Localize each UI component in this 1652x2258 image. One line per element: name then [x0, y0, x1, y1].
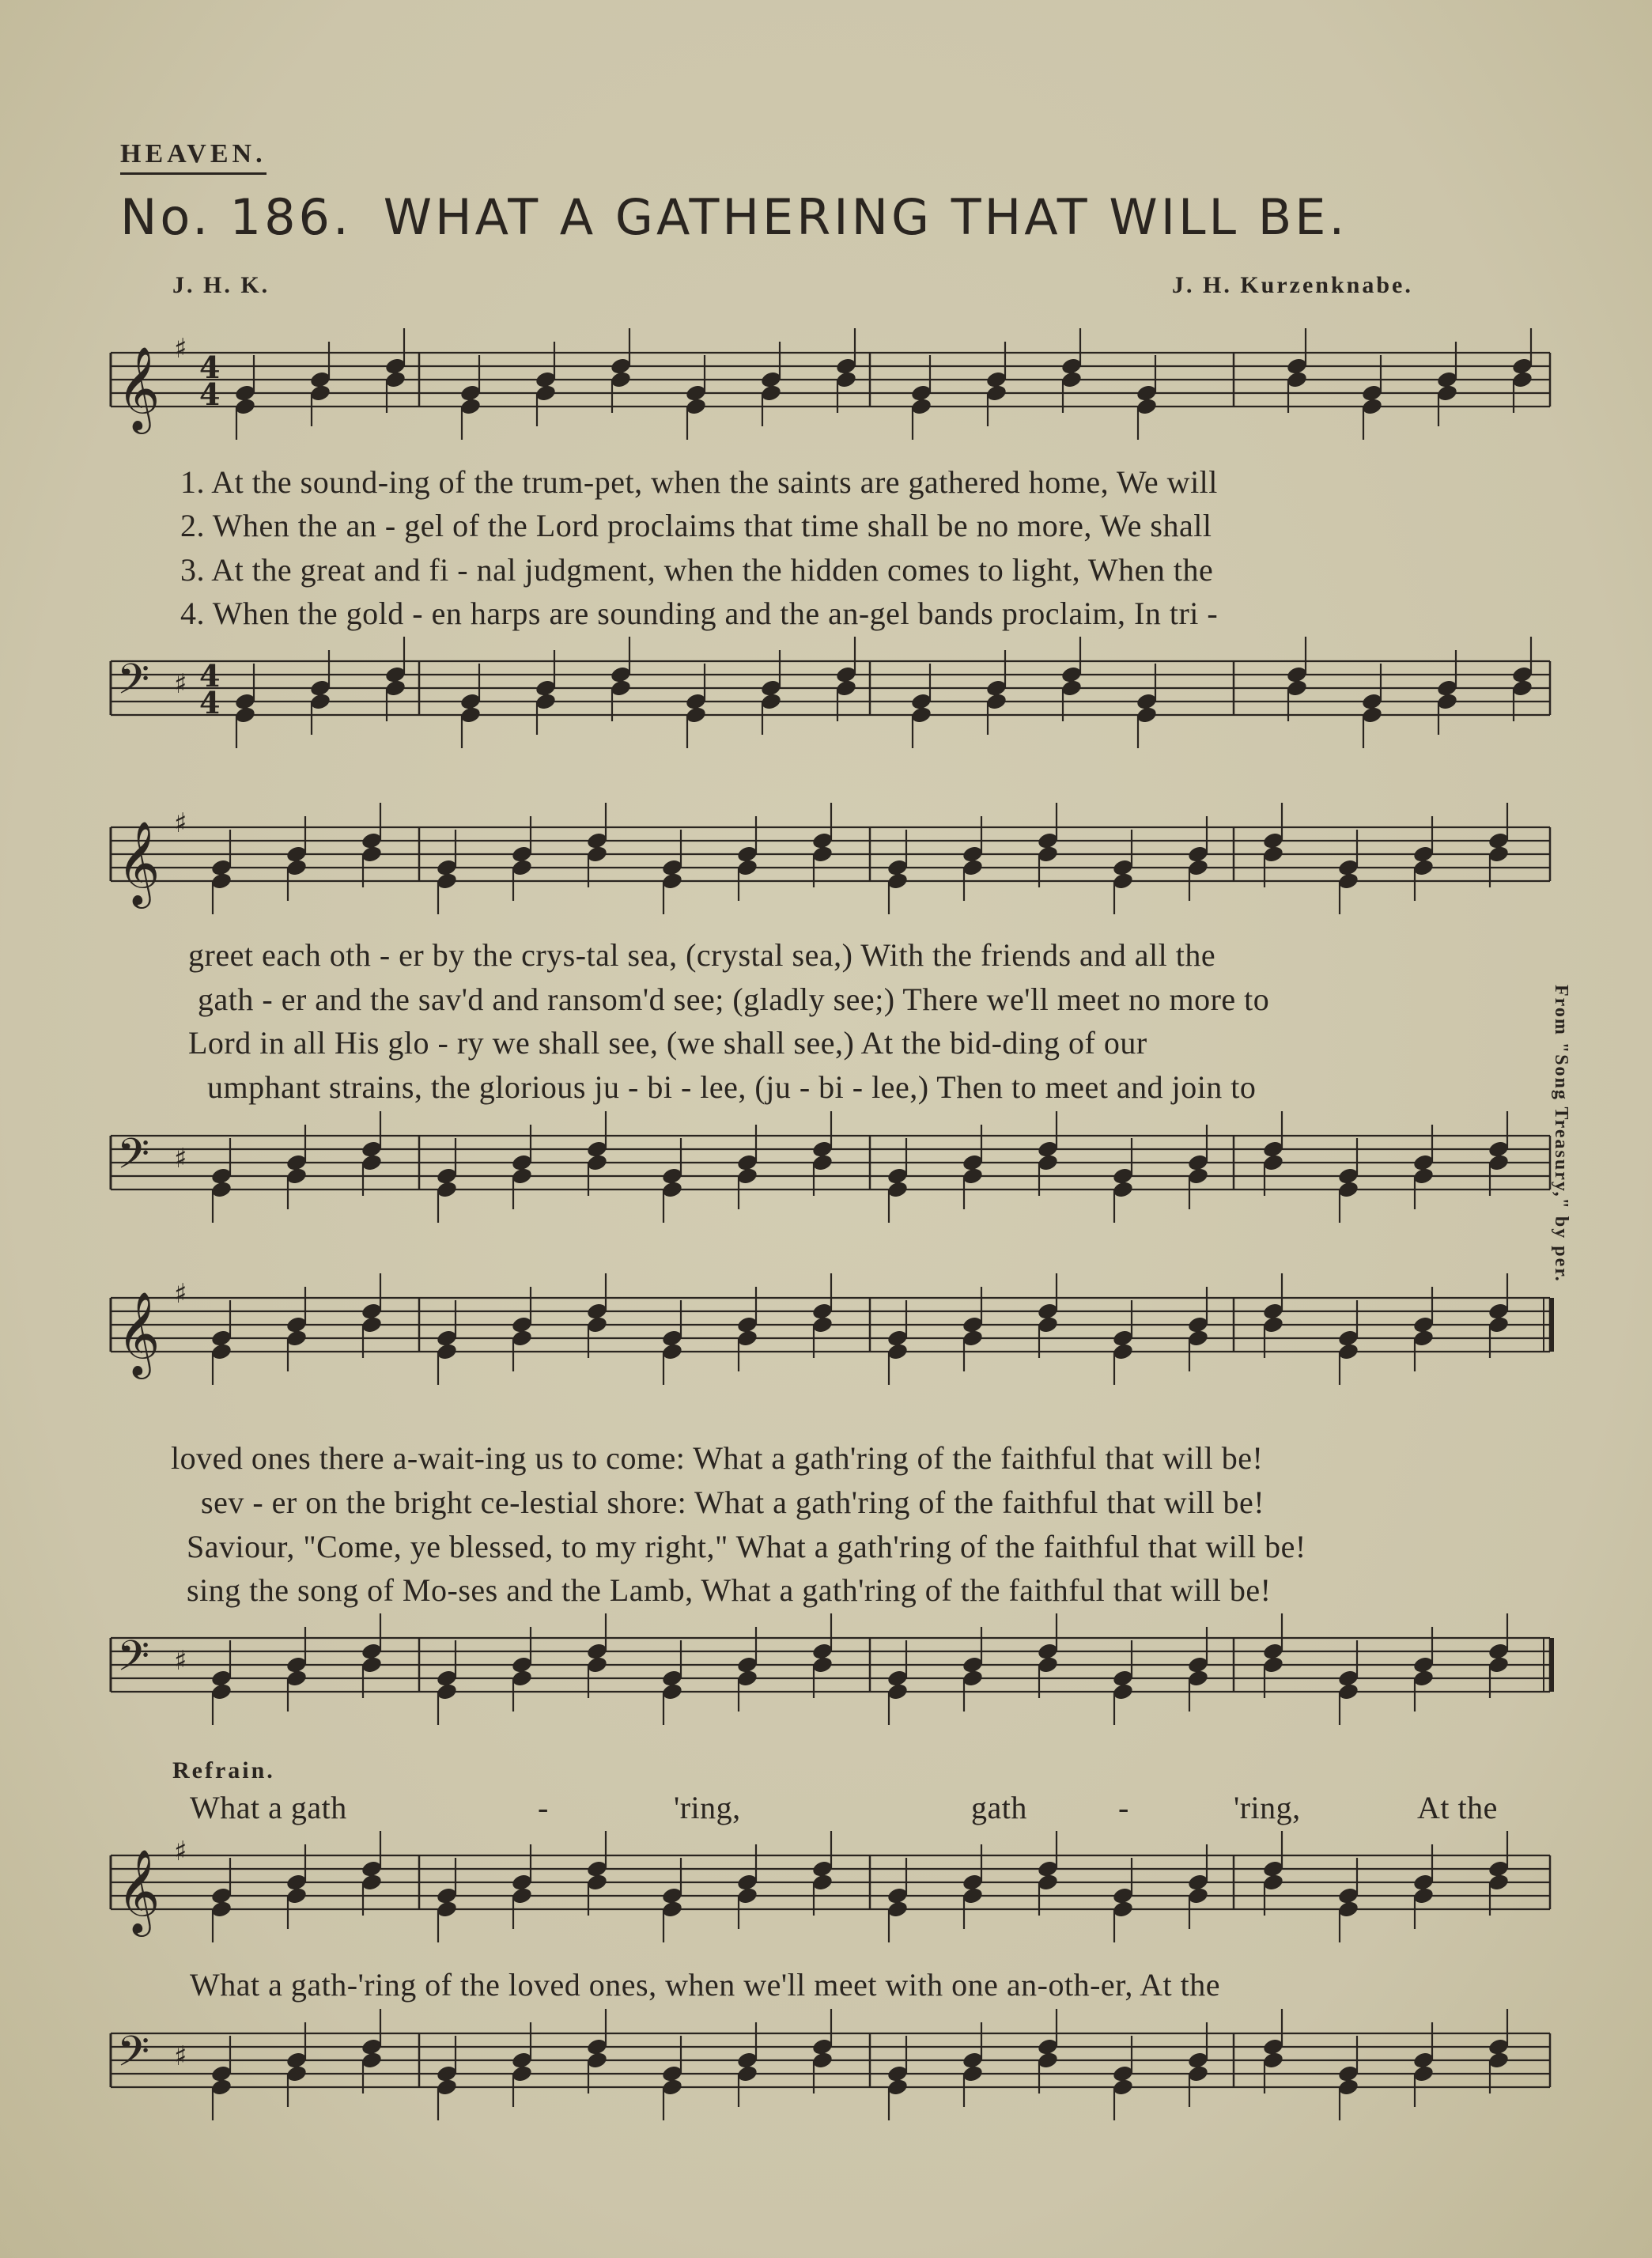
lyric-line-2-4: umphant strains, the glorious ju - bi - lee, (ju - bi - lee,) Then to meet and join to: [207, 1069, 1257, 1105]
lyric-line-1-1: 1. At the sound-ing of the trum-pet, when the saints are gathered home, We will: [180, 464, 1218, 500]
hymn-title-text: WHAT A GATHERING THAT WILL BE.: [383, 188, 1348, 246]
refrain-label: Refrain.: [172, 1757, 275, 1783]
refrain-lyric-line: What a gath-'ring of the loved ones, when we'll meet with one an-oth-er, At the: [190, 1967, 1221, 2003]
refrain-lyric-above-3: 'ring,: [674, 1790, 741, 1825]
svg-text:♯: ♯: [174, 668, 187, 700]
lyric-line-3-1: loved ones there a-wait-ing us to come: What a gath'ring of the faithful that will be!: [171, 1440, 1264, 1476]
treble-staff-system-1: [111, 332, 1558, 443]
section-heading: HEAVEN.: [120, 139, 267, 175]
refrain-lyric-above-4: gath: [971, 1790, 1027, 1825]
svg-text:♯: ♯: [174, 808, 187, 839]
svg-text:𝄞: 𝄞: [117, 1291, 161, 1375]
svg-text:𝄞: 𝄞: [117, 1848, 161, 1933]
svg-text:♯: ♯: [174, 1278, 187, 1310]
lyric-line-1-4: 4. When the gold - en harps are sounding and the an-gel bands proclaim, In tri -: [180, 596, 1219, 631]
lyric-line-2-2: gath - er and the sav'd and ransom'd see; (gladly see;) There we'll meet no more to: [198, 981, 1270, 1017]
svg-text:𝄞: 𝄞: [117, 346, 161, 430]
refrain-lyric-above-6: 'ring,: [1234, 1790, 1301, 1825]
lyric-line-1-2: 2. When the an - gel of the Lord proclaims that time shall be no more, We shall: [180, 508, 1212, 543]
lyric-line-3-2: sev - er on the bright ce-lestial shore: What a gath'ring of the faithful that will be!: [201, 1485, 1265, 1520]
svg-text:𝄞: 𝄞: [117, 820, 161, 905]
words-credit: J. H. K.: [172, 272, 270, 298]
svg-text:♯: ♯: [174, 1645, 187, 1677]
lyric-line-1-3: 3. At the great and fi - nal judgment, when the hidden comes to light, When the: [180, 552, 1214, 588]
svg-text:♯: ♯: [174, 1143, 187, 1174]
lyric-line-3-4: sing the song of Mo-ses and the Lamb, What a gath'ring of the faithful that will be!: [187, 1572, 1272, 1608]
bass-staff-system-1: [111, 641, 1558, 759]
lyric-line-2-1: greet each oth - er by the crys-tal sea, (crystal sea,) With the friends and all the: [188, 937, 1216, 973]
svg-text:♯: ♯: [174, 2041, 187, 2072]
hymn-title: [120, 188, 1559, 246]
refrain-lyric-above-7: At the: [1417, 1790, 1498, 1825]
lyric-line-3-3: Saviour, "Come, ye blessed, to my right," What a gath'ring of the faithful that will be!: [187, 1529, 1306, 1564]
hymn-number: No. 186.: [120, 188, 352, 246]
svg-text:♯: ♯: [174, 333, 187, 365]
refrain-lyric-above-5: -: [1118, 1790, 1129, 1825]
music-credit: J. H. Kurzenknabe.: [1172, 272, 1413, 298]
refrain-lyric-above-2: -: [538, 1790, 549, 1825]
svg-text:𝄢: 𝄢: [117, 2028, 150, 2086]
svg-text:4: 4: [199, 685, 221, 721]
bass-staff-system-2: [111, 1115, 1558, 1234]
svg-text:4: 4: [199, 658, 221, 694]
bass-staff-refrain: [111, 2013, 1558, 2131]
treble-staff-system-3: [111, 1277, 1558, 1396]
svg-text:4: 4: [199, 350, 221, 385]
treble-staff-system-2: [111, 807, 1558, 925]
svg-text:4: 4: [199, 376, 221, 412]
svg-text:♯: ♯: [174, 1836, 187, 1867]
source-note: From "Song Treasury," by per.: [1551, 985, 1571, 1283]
svg-text:𝄢: 𝄢: [117, 1130, 150, 1189]
svg-text:𝄢: 𝄢: [117, 1632, 150, 1691]
treble-staff-refrain: [111, 1835, 1558, 1969]
refrain-lyric-above-1: What a gath: [190, 1790, 347, 1825]
lyric-line-2-3: Lord in all His glo - ry we shall see, (we shall see,) At the bid-ding of our: [188, 1025, 1147, 1061]
svg-text:𝄢: 𝄢: [117, 656, 150, 714]
bass-staff-system-3: [111, 1617, 1558, 1744]
